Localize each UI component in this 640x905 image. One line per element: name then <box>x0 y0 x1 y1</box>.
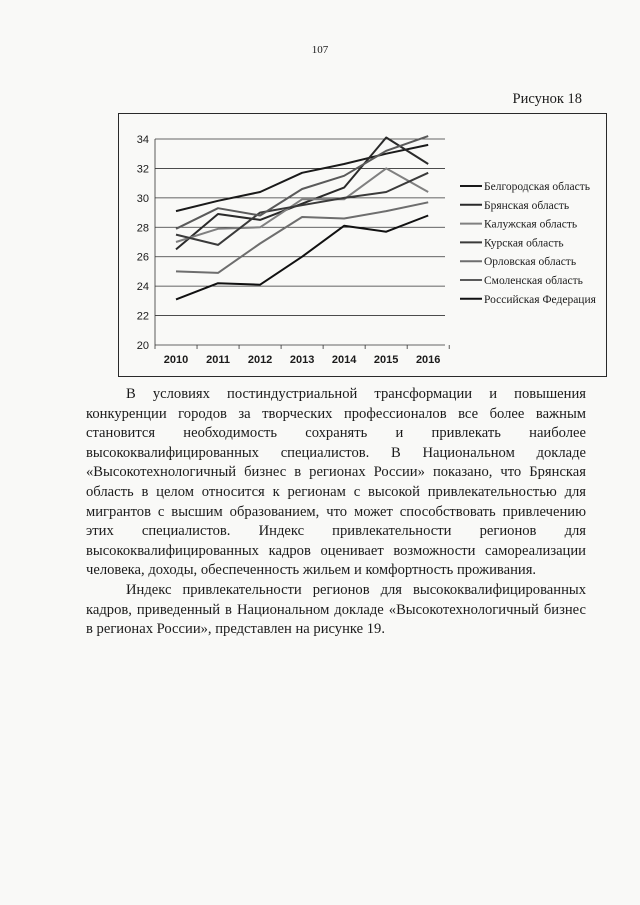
legend-label: Российская Федерация <box>484 293 596 306</box>
series-line-5 <box>176 202 428 273</box>
legend-label: Орловская область <box>484 256 577 269</box>
legend-label: Курская область <box>484 237 564 250</box>
y-tick-label: 22 <box>136 310 149 323</box>
line-chart <box>118 113 607 377</box>
legend-label: Калужская область <box>484 218 578 231</box>
series-line-4 <box>176 173 428 245</box>
x-tick-label: 2015 <box>373 354 399 366</box>
y-tick-label: 28 <box>136 222 149 235</box>
y-tick-label: 26 <box>136 251 149 264</box>
x-tick-label: 2010 <box>163 354 189 366</box>
paragraph: Индекс привлекательности регионов для высококвалифицированных кадров, приведенный в Национальном докладе «Высокотехнологичный бизнес в регионах России», представлен на рисунке 19. <box>86 581 586 638</box>
legend-label: Смоленская область <box>484 275 583 287</box>
x-tick-label: 2016 <box>415 354 441 366</box>
legend-label: Брянская область <box>484 199 570 212</box>
y-tick-label: 20 <box>136 340 149 352</box>
x-tick-label: 2011 <box>206 354 230 366</box>
paragraph: В условиях постиндустриальной трансформации и повышения конкуренции городов за творческих профессионалов все более важным становится необходимость сохранять и привлекать наиболее высококвалифицированных специалистов. В Национальном докладе «Высокотехнологичный бизнес в регионах России» показано, что Брянская область в целом относится к регионам с высокой привлекательностью для мигрантов с высшим образованием, что может способствовать привлечению этих специалистов. Индекс привлекательности регионов для высококвалифицированных кадров оценивает возможности самореализации человека, доходы, обеспеченность жильем и комфортность проживания. <box>86 386 586 579</box>
x-tick-label: 2013 <box>289 354 315 366</box>
series-line-2 <box>176 138 428 250</box>
y-tick-label: 30 <box>136 192 149 205</box>
series-line-7 <box>176 216 428 300</box>
series-line-6 <box>176 136 428 229</box>
legend-label: Белгородская область <box>484 181 590 193</box>
x-tick-label: 2012 <box>247 354 273 366</box>
x-tick-label: 2014 <box>331 354 357 366</box>
figure-caption: Рисунок 18 <box>512 91 582 107</box>
series-line-1 <box>176 145 428 211</box>
y-tick-label: 34 <box>136 134 149 146</box>
page-number: 107 <box>311 44 329 56</box>
y-tick-label: 32 <box>136 163 149 176</box>
y-tick-label: 24 <box>136 281 149 294</box>
body-text <box>86 385 586 640</box>
